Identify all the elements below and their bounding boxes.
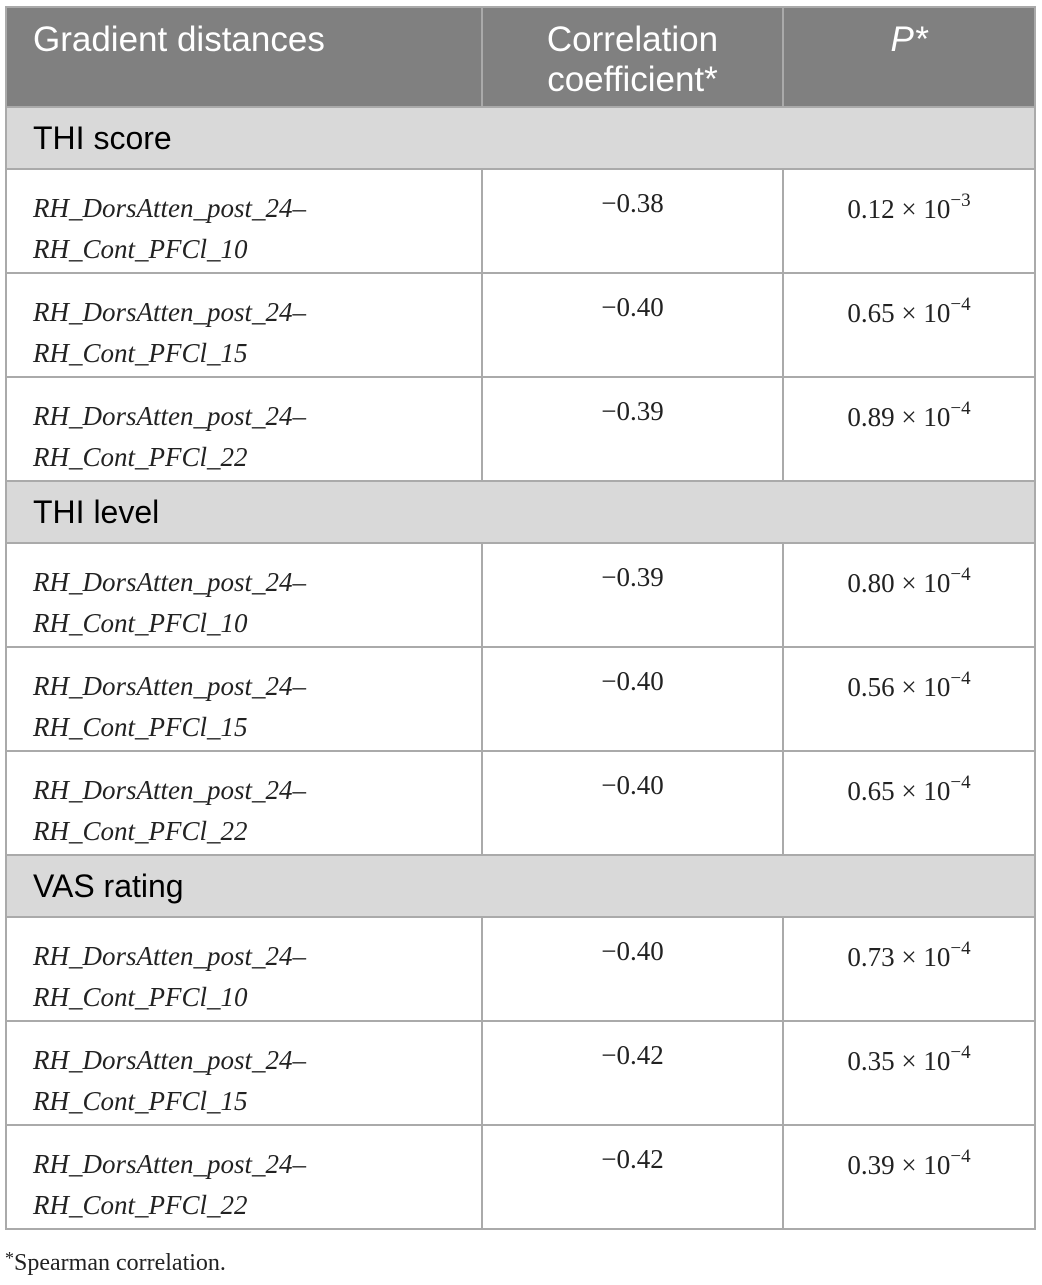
table-row [6,377,1035,481]
correlation-coefficient-cell: −0.42 [482,1021,783,1125]
gradient-distance-line2: RH_Cont_PFCl_10 [33,608,248,638]
gradient-distance-cell [6,169,482,273]
p-value-cell [783,917,1035,1021]
p-value-mantissa: 0.39 × 10 [847,1150,951,1180]
correlation-coefficient-cell: −0.40 [482,917,783,1021]
correlation-coefficient-cell: −0.38 [482,169,783,273]
correlation-coefficient-cell: −0.39 [482,543,783,647]
p-value-mantissa: 0.56 × 10 [847,672,951,702]
p-value-mantissa: 0.65 × 10 [847,776,951,806]
p-value-cell [783,273,1035,377]
gradient-distance-line2: RH_Cont_PFCl_22 [33,442,248,472]
correlation-coefficient-cell: −0.40 [482,751,783,855]
group-label: THI level [6,481,1035,543]
header-correlation-line1: Correlation [546,20,719,59]
group-row [6,481,1035,543]
correlation-coefficient-cell: −0.39 [482,377,783,481]
p-value-exponent: −4 [950,668,971,689]
correlation-coefficient-cell: −0.40 [482,273,783,377]
correlation-coefficient-cell: −0.40 [482,647,783,751]
group-row [6,107,1035,169]
group-label: VAS rating [6,855,1035,917]
gradient-distance-line2: RH_Cont_PFCl_15 [33,338,248,368]
gradient-distance-cell [6,543,482,647]
p-value-exponent: −3 [950,190,971,211]
p-value-mantissa: 0.12 × 10 [847,194,951,224]
table-body [6,107,1035,1229]
gradient-distance-line1: RH_DorsAtten_post_24– [33,1149,306,1179]
gradient-distance-line1: RH_DorsAtten_post_24– [33,671,306,701]
p-value-mantissa: 0.89 × 10 [847,402,951,432]
gradient-distance-cell [6,1021,482,1125]
gradient-distance-cell [6,273,482,377]
p-value-exponent: −4 [950,938,971,959]
table-row [6,169,1035,273]
gradient-distance-cell [6,1125,482,1229]
p-value-cell [783,1021,1035,1125]
gradient-distance-line1: RH_DorsAtten_post_24– [33,775,306,805]
table-header [6,7,1035,107]
gradient-distance-line1: RH_DorsAtten_post_24– [33,941,306,971]
table-row [6,273,1035,377]
footnote-marker: * [5,1248,14,1268]
table-row [6,1125,1035,1229]
p-value-exponent: −4 [950,772,971,793]
footnote-text: Spearman correlation. [14,1250,226,1276]
p-value-cell [783,377,1035,481]
gradient-distance-line2: RH_Cont_PFCl_15 [33,712,248,742]
gradient-distance-cell [6,917,482,1021]
gradient-distance-line1: RH_DorsAtten_post_24– [33,567,306,597]
gradient-distance-line1: RH_DorsAtten_post_24– [33,1045,306,1075]
gradient-distance-line1: RH_DorsAtten_post_24– [33,193,306,223]
table-row [6,647,1035,751]
p-value-exponent: −4 [950,398,971,419]
header-correlation-line2: coefficient* [547,60,718,99]
p-value-mantissa: 0.73 × 10 [847,942,951,972]
table-row [6,751,1035,855]
gradient-distance-line2: RH_Cont_PFCl_10 [33,982,248,1012]
p-value-cell [783,1125,1035,1229]
p-value-cell [783,751,1035,855]
gradient-distance-line2: RH_Cont_PFCl_15 [33,1086,248,1116]
p-value-exponent: −4 [950,1042,971,1063]
gradient-distance-line1: RH_DorsAtten_post_24– [33,297,306,327]
gradient-distance-cell [6,647,482,751]
p-value-cell [783,647,1035,751]
footnote [5,1248,226,1277]
p-value-cell [783,543,1035,647]
header-gradient-distances: Gradient distances [6,7,482,107]
header-correlation-coefficient [482,7,783,107]
gradient-distance-line2: RH_Cont_PFCl_22 [33,816,248,846]
p-value-cell [783,169,1035,273]
gradient-distance-line2: RH_Cont_PFCl_10 [33,234,248,264]
table-row [6,917,1035,1021]
header-p-value: P* [783,7,1035,107]
correlation-table [5,6,1036,1230]
table-row [6,1021,1035,1125]
group-row [6,855,1035,917]
table-row [6,543,1035,647]
gradient-distance-cell [6,751,482,855]
p-value-mantissa: 0.65 × 10 [847,298,951,328]
gradient-distance-line1: RH_DorsAtten_post_24– [33,401,306,431]
p-value-exponent: −4 [950,564,971,585]
group-label: THI score [6,107,1035,169]
p-value-mantissa: 0.80 × 10 [847,568,951,598]
gradient-distance-line2: RH_Cont_PFCl_22 [33,1190,248,1220]
correlation-coefficient-cell: −0.42 [482,1125,783,1229]
gradient-distance-cell [6,377,482,481]
p-value-exponent: −4 [950,294,971,315]
p-value-exponent: −4 [950,1146,971,1167]
p-value-mantissa: 0.35 × 10 [847,1046,951,1076]
